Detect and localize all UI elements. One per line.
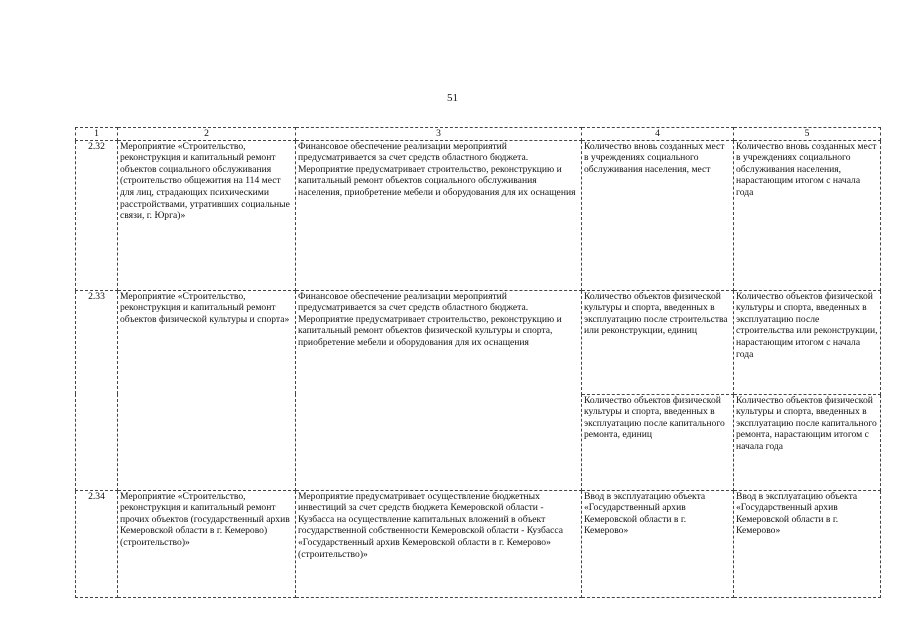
measures-table: [75, 127, 881, 598]
row-number: 2.32: [76, 140, 118, 290]
event-description: Финансовое обеспечение реализации мероприятий предусматривается за счет средств областного бюджета. Мероприятие предусматривает строительство, реконструкцию и капитальный ремонт объектов физической культуры и спорта, приобретение мебели и оборудования для их оснащения: [296, 290, 582, 490]
header-cell-2: 2: [118, 128, 296, 141]
row-number: 2.33: [76, 290, 118, 490]
indicator-name: Ввод в эксплуатацию объекта «Государственный архив Кемеровской области в г. Кемерово»: [582, 490, 734, 597]
header-row: [76, 128, 881, 141]
event-name: Мероприятие «Строительство, реконструкция и капитальный ремонт прочих объектов (государственный архив Кемеровской области в г. Кемерово) (строительство)»: [118, 490, 296, 597]
page-number: 51: [447, 92, 458, 104]
event-name: Мероприятие «Строительство, реконструкция и капитальный ремонт объектов социального обслуживания (строительство общежития на 114 мест для лиц, страдающих психическими расстройствами, утративших социальные связи, г. Юрга)»: [118, 140, 296, 290]
indicator-method: Количество объектов физической культуры и спорта, введенных в эксплуатацию после строительства или реконструкции, нарастающим итогом с начала года: [734, 290, 881, 394]
table-row: [76, 490, 881, 597]
indicator-name: Количество объектов физической культуры и спорта, введенных в эксплуатацию после капитального ремонта, единиц: [582, 394, 734, 490]
indicator-name: Количество вновь созданных мест в учреждениях социального обслуживания населения, мест: [582, 140, 734, 290]
indicator-method: Ввод в эксплуатацию объекта «Государственный архив Кемеровской области в г. Кемерово»: [734, 490, 881, 597]
table-row: [76, 290, 881, 394]
header-cell-4: 4: [582, 128, 734, 141]
header-cell-5: 5: [734, 128, 881, 141]
event-description: Мероприятие предусматривает осуществление бюджетных инвестиций за счет средств бюджета Кемеровской области - Кузбасса на осуществление капитальных вложений в объект государственной собственности Кемеровской области - Кузбасса «Государственный архив Кемеровской области в г. Кемерово» (строительство)»: [296, 490, 582, 597]
indicator-method: Количество объектов физической культуры и спорта, введенных в эксплуатацию после капитального ремонта, нарастающим итогом с начала года: [734, 394, 881, 490]
table-row: [76, 140, 881, 290]
row-number: 2.34: [76, 490, 118, 597]
indicator-method: Количество вновь созданных мест в учреждениях социального обслуживания населения, нарастающим итогом с начала года: [734, 140, 881, 290]
event-name: Мероприятие «Строительство, реконструкция и капитальный ремонт объектов физической культуры и спорта»: [118, 290, 296, 490]
header-cell-3: 3: [296, 128, 582, 141]
event-description: Финансовое обеспечение реализации мероприятий предусматривается за счет средств областного бюджета. Мероприятие предусматривает строительство, реконструкцию и капитальный ремонт объектов социального обслуживания населения, приобретение мебели и оборудования для их оснащения: [296, 140, 582, 290]
header-cell-1: 1: [76, 128, 118, 141]
indicator-name: Количество объектов физической культуры и спорта, введенных в эксплуатацию после строительства или реконструкции, единиц: [582, 290, 734, 394]
